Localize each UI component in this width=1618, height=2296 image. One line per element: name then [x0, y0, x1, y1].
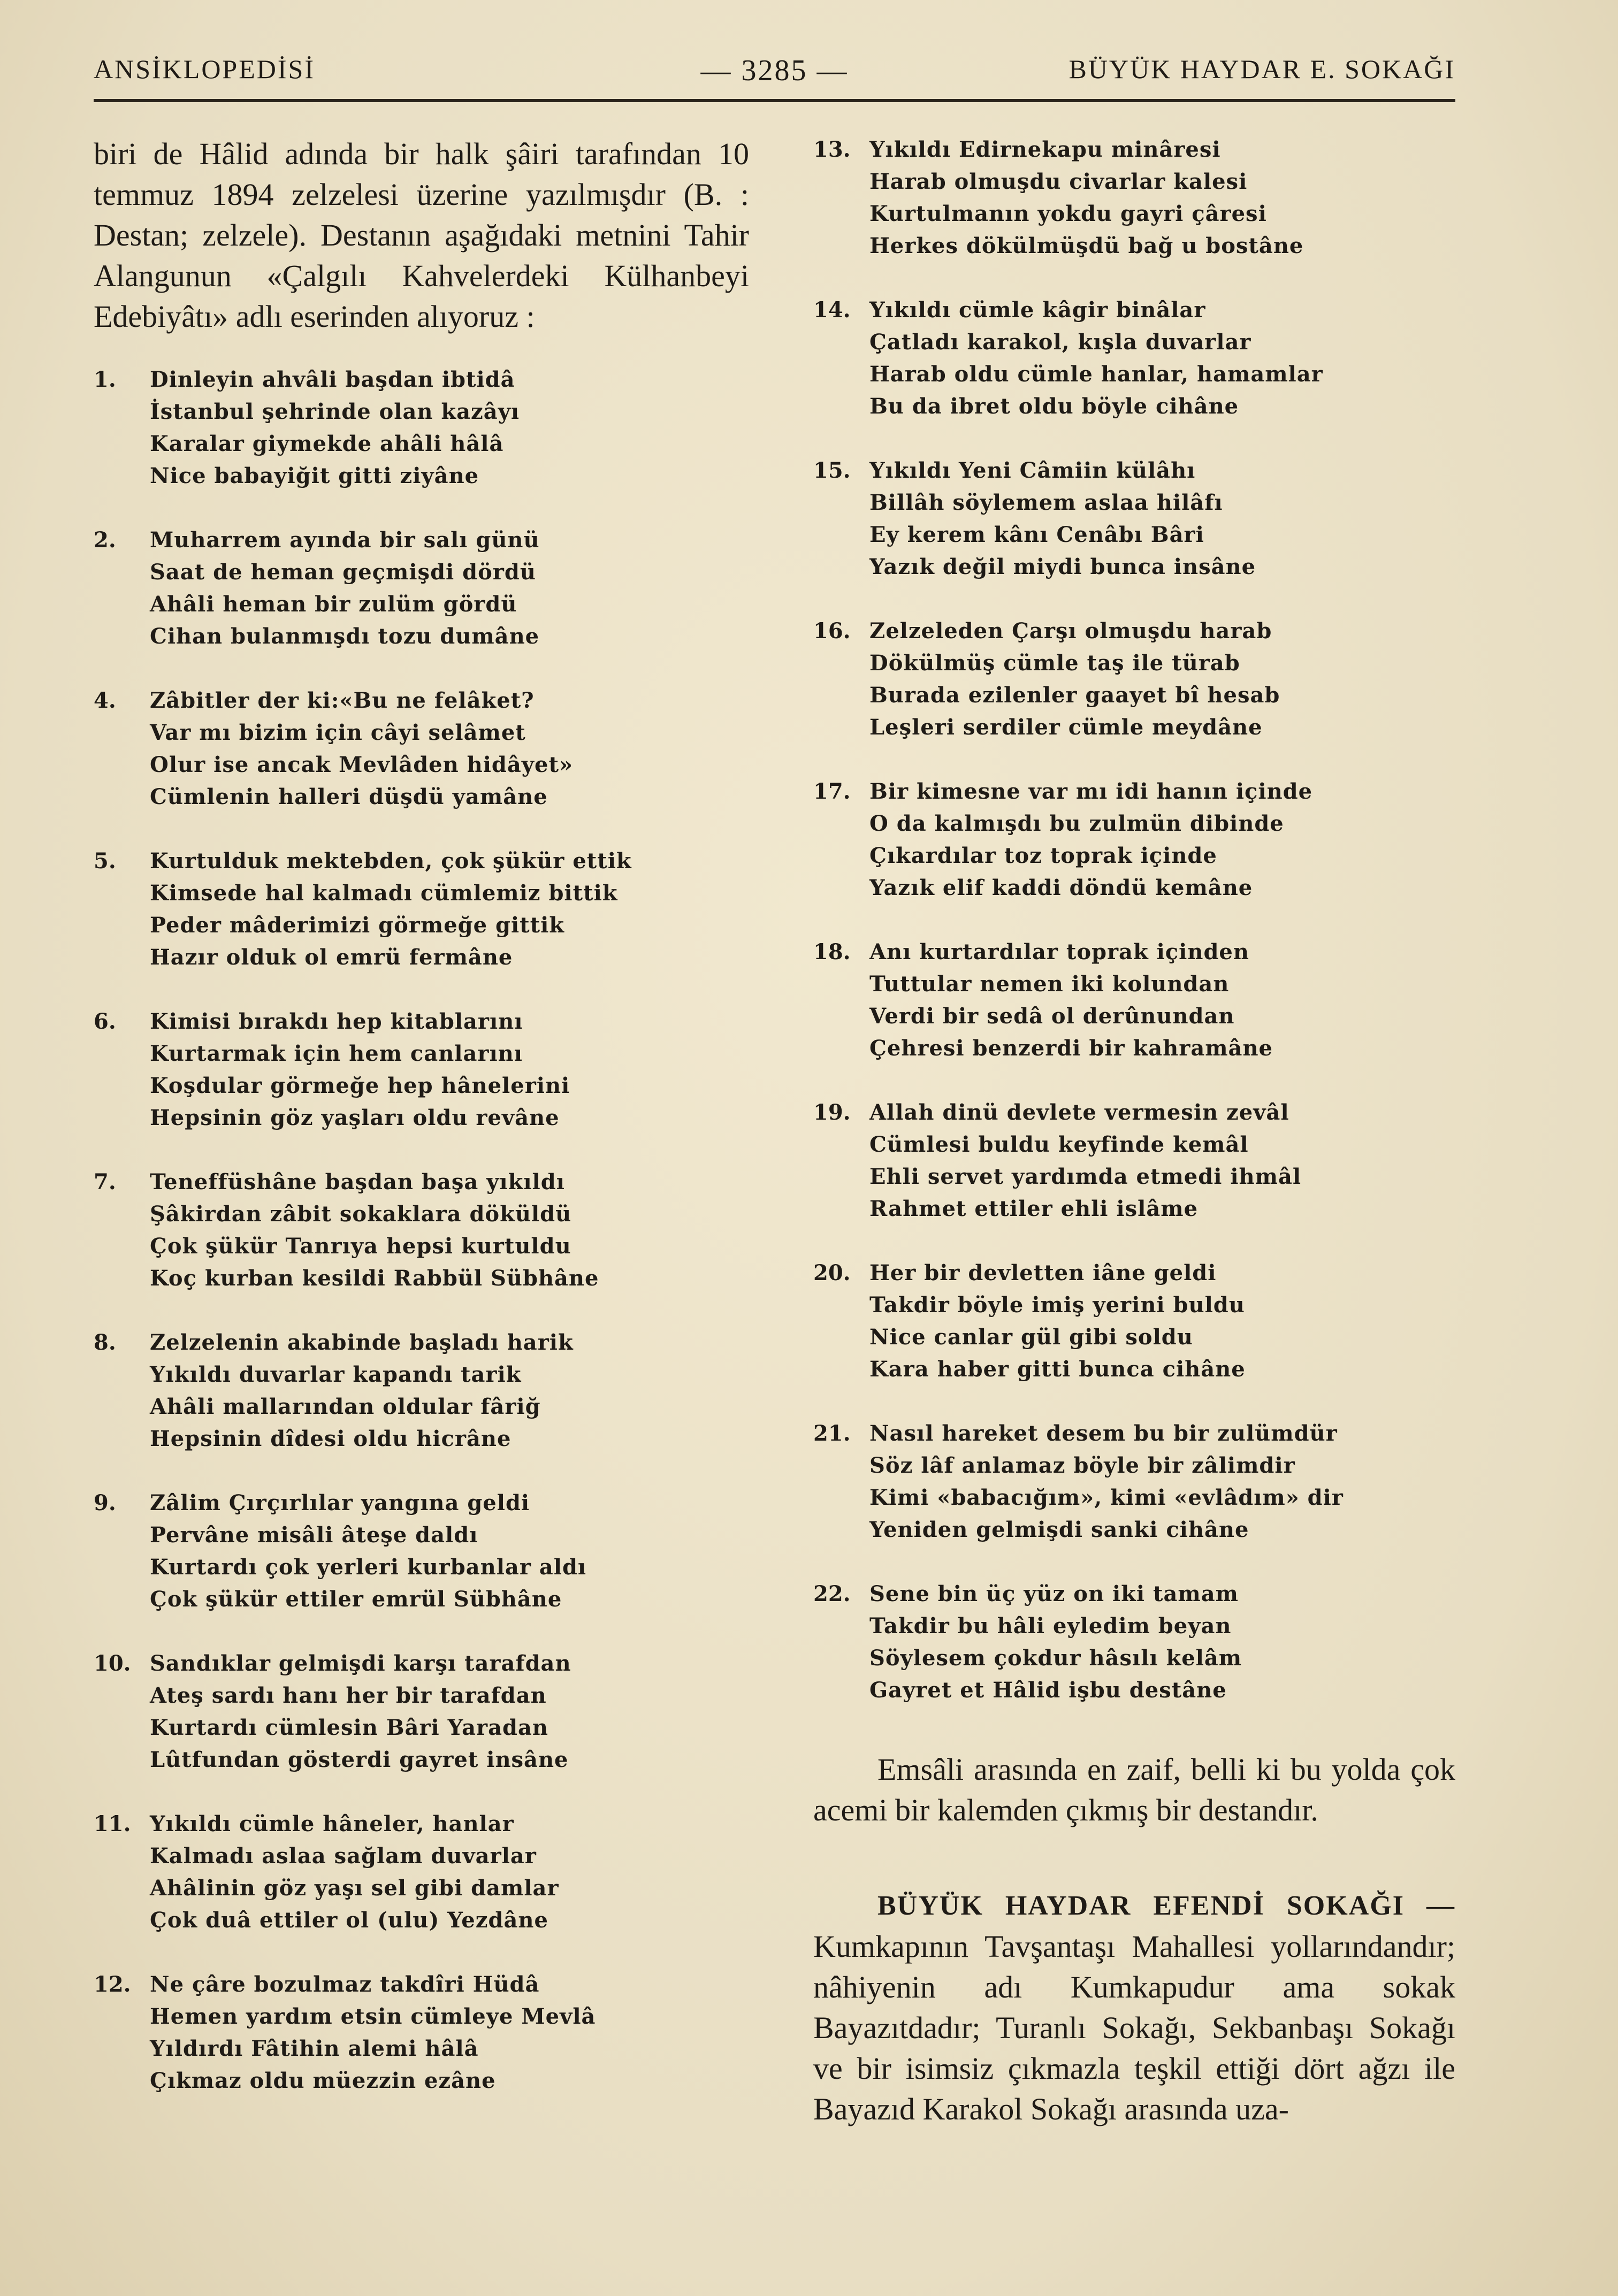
- verse-line: Yıldırdı Fâtihin alemi hâlâ: [150, 2036, 479, 2061]
- stanza-list-left: [94, 364, 749, 2097]
- verse-line: Çıkardılar toz toprak içinde: [869, 843, 1217, 868]
- verse-line: Lûtfundan gösterdi gayret insâne: [150, 1747, 569, 1772]
- stanza-number: 15.: [813, 458, 851, 483]
- stanza-number: 2.: [94, 527, 116, 553]
- verse-line: Yazık elif kaddi döndü kemâne: [869, 875, 1253, 900]
- stanza: [94, 364, 749, 492]
- verse-line: Şâkirdan zâbit sokaklara döküldü: [150, 1201, 572, 1227]
- verse-line: Olur ise ancak Mevlâden hidâyet»: [150, 752, 573, 777]
- stanza-lines: [869, 1257, 1455, 1386]
- stanza-lines: [869, 776, 1455, 904]
- stanza: [813, 134, 1455, 262]
- stanza-number: 8.: [94, 1330, 116, 1355]
- closing-paragraph: Emsâli arasında en zaif, belli ki bu yolda çok acemi bir kalemden çıkmış bir destandır.: [813, 1752, 1455, 1827]
- stanza-number: 9.: [94, 1490, 116, 1516]
- verse-line: Tuttular nemen iki kolundan: [869, 971, 1230, 997]
- verse-line: Yıkıldı cümle hâneler, hanlar: [150, 1811, 514, 1836]
- stanza-number: 11.: [94, 1811, 131, 1836]
- verse-line: Koşdular görmeğe hep hânelerini: [150, 1073, 570, 1098]
- verse-line: Kimisi bırakdı hep kitablarını: [150, 1009, 523, 1034]
- verse-line: Ateş sardı hanı her bir tarafdan: [150, 1683, 547, 1708]
- verse-line: Cihan bulanmışdı tozu dumâne: [150, 624, 540, 649]
- stanza-number: 18.: [813, 939, 851, 965]
- verse-line: Ey kerem kânı Cenâbı Bâri: [869, 522, 1204, 547]
- stanza-lines: [869, 294, 1455, 423]
- verse-line: Kara haber gitti bunca cihâne: [869, 1357, 1246, 1382]
- stanza-number: 5.: [94, 848, 116, 874]
- verse-line: Teneffüshâne başdan başa yıkıldı: [150, 1169, 565, 1195]
- verse-line: Rahmet ettiler ehli islâme: [869, 1196, 1199, 1221]
- stanza: [813, 455, 1455, 583]
- header-divider: [94, 99, 1455, 102]
- stanza-lines: [869, 936, 1455, 1065]
- stanza-lines: [869, 1097, 1455, 1225]
- verse-line: Çıkmaz oldu müezzin ezâne: [150, 2068, 496, 2093]
- section-text: Kumkapının Tavşantaşı Mahallesi yollarındandır; nâhiyenin adı Kumkapudur ama sokak Bayazıtdadır; Turanlı Sokağı, Sekbanbaşı Sokağı ve bir isimsiz çıkmazla teşkil ettiği dört ağzı ile Bayazıd Karakol Sokağı arasında uza-: [813, 1929, 1455, 2126]
- verse-line: Nasıl hareket desem bu bir zulümdür: [869, 1421, 1338, 1446]
- stanza: [813, 615, 1455, 744]
- verse-line: Gayret et Hâlid işbu destâne: [869, 1678, 1227, 1703]
- stanza: [94, 1808, 749, 1937]
- verse-line: Ahâli mallarından oldular fâriğ: [150, 1394, 541, 1419]
- verse-line: Kurtardı çok yerleri kurbanlar aldı: [150, 1555, 587, 1580]
- verse-line: Yıkıldı Yeni Câmiin külâhı: [869, 458, 1196, 483]
- verse-line: Saat de heman geçmişdi dördü: [150, 560, 536, 585]
- verse-line: Zelzeleden Çarşı olmuşdu harab: [869, 618, 1272, 644]
- stanza: [813, 1578, 1455, 1706]
- stanza-number: 7.: [94, 1169, 116, 1195]
- verse-line: Takdir bu hâli eyledim beyan: [869, 1613, 1232, 1639]
- left-column: [94, 134, 749, 2129]
- verse-line: Kurtarmak için hem canlarını: [150, 1041, 523, 1066]
- verse-line: Burada ezilenler gaayet bî hesab: [869, 683, 1280, 708]
- header-article-title: BÜYÜK HAYDAR E. SOKAĞI: [1069, 54, 1455, 84]
- verse-line: Ehli servet yardımda etmedi ihmâl: [869, 1164, 1302, 1189]
- verse-line: Ahâlinin göz yaşı sel gibi damlar: [150, 1876, 559, 1901]
- stanza: [813, 294, 1455, 423]
- verse-line: Zâlim Çırçırlılar yangına geldi: [150, 1490, 530, 1516]
- verse-line: Her bir devletten iâne geldi: [869, 1260, 1217, 1285]
- verse-line: Ne çâre bozulmaz takdîri Hüdâ: [150, 1972, 540, 1997]
- verse-line: Sene bin üç yüz on iki tamam: [869, 1581, 1239, 1606]
- stanza-number: 4.: [94, 688, 116, 713]
- section-paragraph: [813, 1884, 1455, 2130]
- verse-line: Ahâli heman bir zulüm gördü: [150, 592, 517, 617]
- stanza-number: 19.: [813, 1100, 851, 1125]
- stanza-lines: [150, 1969, 749, 2097]
- stanza-number: 10.: [94, 1651, 131, 1676]
- verse-line: Söylesem çokdur hâsılı kelâm: [869, 1646, 1242, 1671]
- right-column: [813, 134, 1455, 2130]
- verse-line: Takdir böyle imiş yerini buldu: [869, 1292, 1245, 1318]
- verse-line: Kalmadı aslaa sağlam duvarlar: [150, 1843, 537, 1869]
- verse-line: Hemen yardım etsin cümleye Mevlâ: [150, 2004, 596, 2029]
- stanza-lines: [150, 364, 749, 492]
- verse-line: Yıkıldı cümle kâgir binâlar: [869, 297, 1206, 323]
- verse-line: Pervâne misâli âteşe daldı: [150, 1522, 478, 1548]
- stanza: [94, 1969, 749, 2097]
- stanza-lines: [150, 1327, 749, 1455]
- verse-line: Hepsinin dîdesi oldu hicrâne: [150, 1426, 512, 1451]
- stanza: [94, 1166, 749, 1295]
- verse-line: Hepsinin göz yaşları oldu revâne: [150, 1105, 560, 1130]
- verse-line: Cümlesi buldu keyfinde kemâl: [869, 1132, 1249, 1157]
- verse-line: Harab olmuşdu civarlar kalesi: [869, 169, 1248, 194]
- section-heading: BÜYÜK HAYDAR EFENDİ SOKAĞI —: [877, 1891, 1455, 1921]
- stanza-lines: [869, 455, 1455, 583]
- verse-line: Dökülmüş cümle taş ile türab: [869, 650, 1240, 676]
- stanza: [94, 1327, 749, 1455]
- stanza: [813, 776, 1455, 904]
- verse-line: Kimi «babacığım», kimi «evlâdım» dir: [869, 1485, 1344, 1510]
- verse-line: Kurtulduk mektebden, çok şükür ettik: [150, 848, 632, 874]
- verse-line: Muharrem ayında bir salı günü: [150, 527, 540, 553]
- verse-line: Cümlenin halleri düşdü yamâne: [150, 784, 548, 809]
- stanza: [94, 524, 749, 653]
- verse-line: Zâbitler der ki:«Bu ne felâket?: [150, 688, 535, 713]
- stanza-number: 16.: [813, 618, 851, 644]
- verse-line: Çok şükür ettiler emrül Sübhâne: [150, 1587, 562, 1612]
- verse-line: Leşleri serdiler cümle meydâne: [869, 715, 1263, 740]
- verse-line: Var mı bizim için câyi selâmet: [150, 720, 526, 745]
- stanza: [94, 845, 749, 974]
- stanza-lines: [150, 1487, 749, 1616]
- stanza-lines: [150, 524, 749, 653]
- verse-line: Yeniden gelmişdi sanki cihâne: [869, 1517, 1249, 1542]
- stanza-lines: [869, 615, 1455, 744]
- verse-line: Dinleyin ahvâli başdan ibtidâ: [150, 367, 515, 392]
- stanza-number: 20.: [813, 1260, 851, 1285]
- page-header: [94, 53, 1455, 96]
- verse-line: Nice canlar gül gibi soldu: [869, 1325, 1193, 1350]
- stanza-number: 1.: [94, 367, 116, 392]
- stanza-number: 21.: [813, 1421, 851, 1446]
- header-page-number: — 3285 —: [700, 54, 849, 87]
- stanza: [94, 1006, 749, 1134]
- verse-line: Yıkıldı duvarlar kapandı tarik: [150, 1362, 522, 1387]
- verse-line: Allah dinü devlete vermesin zevâl: [869, 1100, 1289, 1125]
- verse-line: Kurtulmanın yokdu gayri çâresi: [869, 201, 1267, 226]
- stanza: [813, 1097, 1455, 1225]
- verse-line: Karalar giymekde ahâli hâlâ: [150, 431, 504, 456]
- stanza-lines: [869, 1578, 1455, 1706]
- verse-line: Çatladı karakol, kışla duvarlar: [869, 330, 1251, 355]
- verse-line: Hazır olduk ol emrü fermâne: [150, 945, 513, 970]
- verse-line: Koç kurban kesildi Rabbül Sübhâne: [150, 1266, 599, 1291]
- stanza-lines: [869, 134, 1455, 262]
- stanza: [813, 936, 1455, 1065]
- stanza-lines: [869, 1418, 1455, 1546]
- stanza-number: 12.: [94, 1972, 131, 1997]
- stanza-lines: [150, 685, 749, 813]
- stanza-lines: [150, 1006, 749, 1134]
- verse-line: Çok şükür Tanrıya hepsi kurtuldu: [150, 1234, 571, 1259]
- stanza-number: 13.: [813, 137, 851, 162]
- stanza-lines: [150, 1808, 749, 1937]
- verse-line: Nice babayiğit gitti ziyâne: [150, 463, 479, 488]
- verse-line: Söz lâf anlamaz böyle bir zâlimdir: [869, 1453, 1295, 1478]
- verse-line: Verdi bir sedâ ol derûnundan: [869, 1004, 1235, 1029]
- stanza-list-right: [813, 134, 1455, 1706]
- stanza-number: 22.: [813, 1581, 851, 1606]
- verse-line: O da kalmışdı bu zulmün dibinde: [869, 811, 1284, 836]
- verse-line: Yazık değil miydi bunca insâne: [869, 554, 1256, 579]
- verse-line: Kurtardı cümlesin Bâri Yaradan: [150, 1715, 548, 1740]
- verse-line: Sandıklar gelmişdi karşı tarafdan: [150, 1651, 571, 1676]
- stanza: [94, 1487, 749, 1616]
- verse-line: Harab oldu cümle hanlar, hamamlar: [869, 362, 1323, 387]
- stanza-number: 14.: [813, 297, 851, 323]
- verse-line: İstanbul şehrinde olan kazâyı: [150, 399, 520, 424]
- verse-line: Bir kimesne var mı idi hanın içinde: [869, 779, 1313, 804]
- stanza-lines: [150, 845, 749, 974]
- verse-line: Bu da ibret oldu böyle cihâne: [869, 394, 1239, 419]
- stanza-lines: [150, 1166, 749, 1295]
- stanza-number: 6.: [94, 1009, 116, 1034]
- verse-line: Çok duâ ettiler ol (ulu) Yezdâne: [150, 1908, 548, 1933]
- header-publication-title: ANSİKLOPEDİSİ: [94, 54, 315, 84]
- stanza: [94, 1648, 749, 1776]
- stanza-lines: [150, 1648, 749, 1776]
- verse-line: Kimsede hal kalmadı cümlemiz bittik: [150, 881, 618, 906]
- stanza: [813, 1257, 1455, 1386]
- verse-line: Anı kurtardılar toprak içinden: [869, 939, 1249, 965]
- verse-line: Billâh söylemem aslaa hilâfı: [869, 490, 1223, 515]
- stanza-number: 17.: [813, 779, 851, 804]
- verse-line: Herkes dökülmüşdü bağ u bostâne: [869, 233, 1304, 258]
- verse-line: Peder mâderimizi görmeğe gittik: [150, 913, 565, 938]
- stanza: [94, 685, 749, 813]
- stanza: [813, 1418, 1455, 1546]
- verse-line: Çehresi benzerdi bir kahramâne: [869, 1036, 1273, 1061]
- verse-line: Zelzelenin akabinde başladı harik: [150, 1330, 574, 1355]
- verse-line: Yıkıldı Edirnekapu minâresi: [869, 137, 1221, 162]
- intro-paragraph: biri de Hâlid adında bir halk şâiri tarafından 10 temmuz 1894 zelzelesi üzerine yazılmışdır (B. : Destan; zelzele). Destanın aşağıdaki metnini Tahir Alangunun «Çalgılı Kahvelerdeki Külhanbeyi Edebiyâtı» adlı eserinden alıyoruz :: [94, 136, 749, 334]
